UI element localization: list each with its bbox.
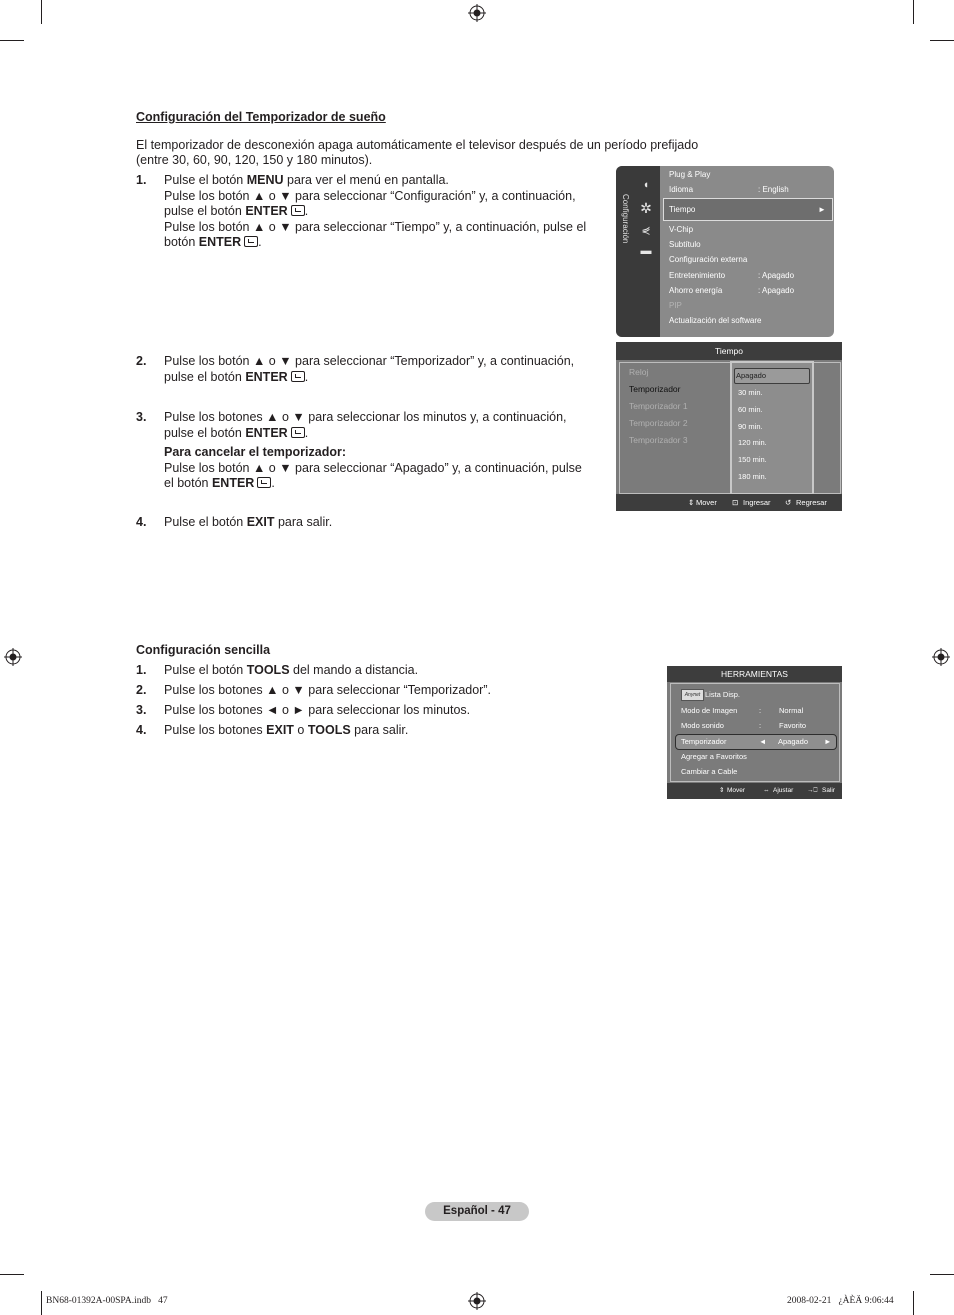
step-text: Pulse los botones ▲ o ▼ para seleccionar los minutos y, a continuación, bbox=[164, 410, 567, 424]
enter-icon bbox=[244, 236, 258, 247]
simple-step-4 bbox=[164, 723, 604, 739]
footer-move: Mover bbox=[727, 787, 746, 794]
step-4 bbox=[164, 515, 604, 531]
crop-mark bbox=[41, 1291, 42, 1315]
anynet-logo: Anynet bbox=[681, 689, 704, 701]
step-text: Pulse los botones ▲ o ▼ para seleccionar “Temporizador”. bbox=[164, 683, 491, 697]
osd-item: Agregar a Favoritos bbox=[681, 752, 747, 761]
registration-mark-icon bbox=[468, 1292, 486, 1310]
input-icon: ▬ bbox=[640, 245, 652, 257]
osd-item: Subtítulo bbox=[669, 240, 701, 249]
step-number: 3. bbox=[136, 703, 147, 717]
step-text: pulse el botón bbox=[164, 425, 246, 440]
osd-item-selected: Temporizador bbox=[629, 384, 681, 394]
step-text: botón bbox=[164, 235, 199, 249]
enter-icon bbox=[291, 427, 305, 438]
osd-item: Plug & Play bbox=[669, 170, 711, 179]
crop-mark bbox=[41, 0, 42, 24]
step-text: para salir. bbox=[274, 515, 333, 529]
osd-item-disabled: PIP bbox=[669, 301, 682, 310]
return-icon: ↺ bbox=[785, 498, 792, 507]
osd-value: : Apagado bbox=[758, 271, 795, 280]
step-text: Pulse el botón bbox=[164, 173, 247, 187]
step-line bbox=[164, 220, 604, 236]
osd-sidebar bbox=[616, 166, 660, 337]
osd-item: Actualización del software bbox=[669, 316, 762, 325]
step-line bbox=[164, 370, 604, 386]
osd-item: Idioma bbox=[669, 185, 694, 194]
osd-option: Apagado bbox=[736, 371, 767, 380]
step-line: pulse el botón ENTER . bbox=[164, 204, 309, 218]
section-heading: Configuración del Temporizador de sueño bbox=[136, 110, 386, 124]
osd-item: Modo sonido bbox=[681, 721, 724, 730]
step-text: Pulse los botones ◄ o ► para seleccionar los minutos. bbox=[164, 703, 471, 717]
osd-arrow: ► bbox=[818, 205, 826, 214]
crop-mark bbox=[913, 0, 914, 24]
step-3 bbox=[164, 410, 604, 492]
step-line bbox=[164, 426, 604, 442]
step-number: 2. bbox=[136, 683, 147, 697]
exit-icon: →⎕ bbox=[807, 787, 818, 794]
osd-sep: : bbox=[759, 706, 762, 715]
osd-value: Normal bbox=[779, 706, 804, 715]
step-text: Pulse los botón ▲ o ▼ para seleccionar “Apagado” y, a continuación, pulse bbox=[164, 460, 582, 475]
right-arrow-icon: ► bbox=[824, 737, 832, 746]
osd-dropdown bbox=[730, 361, 814, 495]
step-text: pulse el botón bbox=[164, 369, 246, 384]
osd-option: 60 min. bbox=[738, 405, 763, 414]
osd-option: 180 min. bbox=[738, 472, 767, 481]
step-text: Pulse el botón bbox=[164, 515, 247, 529]
step-number: 1. bbox=[136, 663, 147, 677]
osd-value: Apagado bbox=[778, 737, 809, 746]
osd-item: Modo de Imagen bbox=[681, 706, 738, 715]
osd-title: HERRAMIENTAS bbox=[667, 666, 842, 682]
step-text: . bbox=[304, 425, 309, 440]
crop-mark bbox=[0, 40, 24, 41]
step-text: Pulse los botones bbox=[164, 723, 267, 737]
step-text: para salir. bbox=[350, 723, 409, 737]
gear-icon: ✲ bbox=[640, 200, 652, 216]
button-name: ENTER bbox=[245, 204, 288, 218]
step-line: botón ENTER . bbox=[164, 235, 262, 249]
step-text: Pulse los botón ▲ o ▼ para seleccionar “Tiempo” y, a continuación, pulse el bbox=[164, 219, 587, 234]
crop-mark bbox=[913, 1291, 914, 1315]
step-text: o bbox=[293, 723, 308, 737]
simple-step-3 bbox=[164, 703, 604, 719]
button-name: EXIT bbox=[246, 515, 275, 529]
osd-item: Configuración externa bbox=[669, 255, 748, 264]
registration-mark-icon bbox=[468, 4, 486, 22]
osd-item: Ahorro energía bbox=[669, 286, 723, 295]
osd-value: : Apagado bbox=[758, 286, 795, 295]
osd-item: V-Chip bbox=[669, 225, 694, 234]
osd-item-disabled: Temporizador 2 bbox=[629, 418, 688, 428]
leftright-icon: ⇔ bbox=[763, 787, 770, 794]
enter-icon bbox=[291, 371, 305, 382]
left-arrow-icon: ◄ bbox=[759, 737, 767, 746]
osd-footer bbox=[616, 494, 842, 511]
osd-option: 90 min. bbox=[738, 422, 763, 431]
osd-option: 120 min. bbox=[738, 438, 767, 447]
registration-mark-icon bbox=[4, 648, 22, 666]
step-line bbox=[164, 476, 604, 492]
footer-back: Regresar bbox=[796, 498, 827, 507]
cancel-heading: Para cancelar el temporizador: bbox=[164, 445, 347, 459]
footer-exit: Salir bbox=[822, 787, 836, 794]
crop-mark bbox=[0, 1274, 24, 1275]
simple-step-2 bbox=[164, 683, 604, 699]
crop-mark bbox=[930, 40, 954, 41]
step-number: 4. bbox=[136, 515, 147, 529]
step-text: para ver el menú en pantalla. bbox=[283, 173, 449, 187]
step-number: 1. bbox=[136, 173, 147, 187]
enter-icon bbox=[291, 205, 305, 216]
osd-value: Favorito bbox=[779, 721, 807, 730]
osd-sep: : bbox=[759, 721, 762, 730]
footer-move: Mover bbox=[696, 498, 717, 507]
step-line bbox=[164, 189, 604, 205]
step-number: 3. bbox=[136, 410, 147, 424]
osd-title: Tiempo bbox=[616, 342, 842, 360]
footer-enter: Ingresar bbox=[743, 498, 771, 507]
antenna-icon: ⋞ bbox=[641, 225, 651, 237]
step-1 bbox=[164, 173, 604, 251]
step-number: 4. bbox=[136, 723, 147, 737]
step-text: el botón bbox=[164, 476, 212, 490]
intro-text: El temporizador de desconexión apaga automáticamente el televisor después de un período prefijado bbox=[136, 138, 699, 152]
updown-icon: ⇕ bbox=[688, 498, 695, 507]
step-text: . bbox=[271, 476, 275, 490]
button-name: ENTER bbox=[198, 235, 242, 249]
step-text: Pulse el botón bbox=[164, 663, 247, 677]
osd-value: : English bbox=[758, 185, 789, 194]
crop-mark bbox=[930, 1274, 954, 1275]
step-line bbox=[164, 173, 604, 189]
step-2 bbox=[164, 354, 604, 385]
button-name: TOOLS bbox=[307, 723, 351, 737]
button-name: ENTER bbox=[245, 425, 288, 440]
simple-step-1 bbox=[164, 663, 604, 679]
slug-right: 2008-02-21 ¿ÀÈÄ 9:06:44 bbox=[787, 1296, 894, 1306]
osd-item: Lista Disp. bbox=[705, 690, 741, 699]
page-number-label: Español - 47 bbox=[425, 1202, 529, 1221]
enter-icon bbox=[257, 477, 271, 488]
osd-panel bbox=[670, 683, 840, 782]
step-text: Pulse los botón ▲ o ▼ para seleccionar “Temporizador” y, a continuación, bbox=[164, 354, 575, 368]
osd-item: Tiempo bbox=[669, 205, 696, 214]
button-name: ENTER bbox=[211, 476, 255, 490]
osd-item-disabled: Reloj bbox=[629, 367, 649, 377]
osd-footer bbox=[667, 783, 842, 799]
osd-option: 150 min. bbox=[738, 455, 767, 464]
osd-item-disabled: Temporizador 1 bbox=[629, 401, 688, 411]
osd-side-label: Configuración bbox=[621, 194, 630, 244]
osd-item: Temporizador bbox=[681, 737, 727, 746]
osd-tools-menu bbox=[667, 666, 842, 799]
footer-adjust: Ajustar bbox=[773, 787, 794, 794]
slug-left: BN68-01392A-00SPA.indb 47 bbox=[46, 1296, 168, 1306]
button-name: EXIT bbox=[266, 723, 294, 737]
osd-item: Cambiar a Cable bbox=[681, 767, 738, 776]
step-text: . bbox=[304, 369, 309, 384]
intro-text: (entre 30, 60, 90, 120, 150 y 180 minutos). bbox=[136, 153, 373, 167]
osd-option: 30 min. bbox=[738, 388, 763, 397]
picture-icon: ◖ bbox=[642, 179, 650, 191]
osd-config-menu bbox=[616, 166, 834, 337]
step-text: del mando a distancia. bbox=[289, 663, 419, 677]
step-text: Pulse los botón ▲ o ▼ para seleccionar “Configuración” y, a continuación, bbox=[164, 188, 576, 203]
step-text: pulse el botón bbox=[164, 204, 246, 218]
osd-item: Entretenimiento bbox=[669, 271, 726, 280]
osd-tiempo-menu bbox=[616, 342, 842, 511]
button-name: TOOLS bbox=[246, 663, 290, 677]
button-name: MENU bbox=[246, 173, 284, 187]
registration-mark-icon bbox=[932, 648, 950, 666]
step-number: 2. bbox=[136, 354, 147, 368]
updown-icon: ⇕ bbox=[719, 787, 725, 794]
button-name: ENTER bbox=[245, 369, 288, 384]
enter-icon: ⊡ bbox=[732, 498, 739, 507]
section-heading: Configuración sencilla bbox=[136, 643, 271, 657]
osd-item-disabled: Temporizador 3 bbox=[629, 435, 688, 445]
